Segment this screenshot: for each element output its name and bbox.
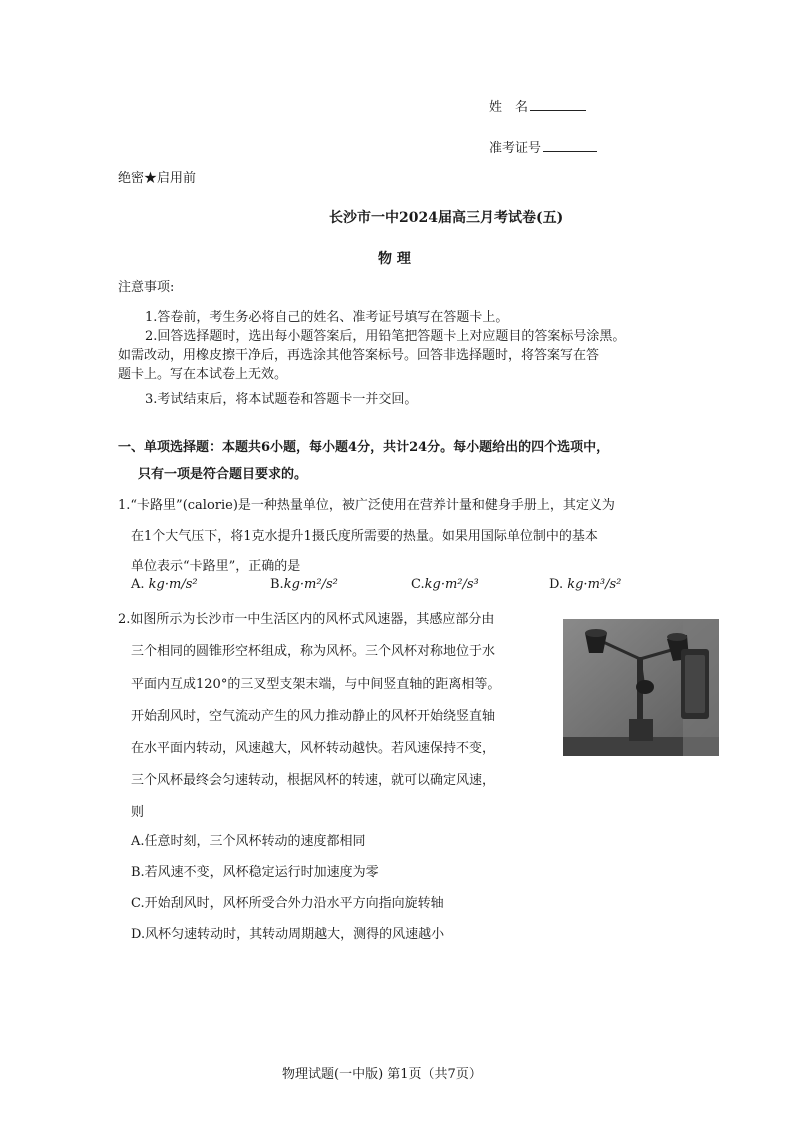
page-footer: 物理试题(一中版) 第1页（共7页） <box>282 1067 482 1082</box>
q1-option-b <box>270 577 338 592</box>
q1-option-d-expr: kg·m³/s² <box>567 577 622 592</box>
subject-title: 物 理 <box>378 251 411 267</box>
q2-option-a: A.任意时刻，三个风杯转动的速度都相同 <box>131 834 366 849</box>
notice-item-1: 1.答卷前，考生务必将自己的姓名、准考证号填写在答题卡上。 <box>145 310 509 325</box>
q1-option-c-expr: kg·m²/s³ <box>424 577 479 592</box>
notice-item-3: 3.考试结束后，将本试题卷和答题卡一并交回。 <box>145 392 418 407</box>
notice-heading: 注意事项: <box>118 280 175 295</box>
id-field <box>489 137 597 156</box>
name-label: 姓 名 <box>489 100 529 115</box>
q1-line-2: 在1个大气压下，将1克水提升1摄氏度所需要的热量。如果用国际单位制中的基本 <box>131 529 598 544</box>
q2-line-1: 2.如图所示为长沙市一中生活区内的风杯式风速器，其感应部分由 <box>118 612 495 627</box>
q2-line-4: 开始刮风时，空气流动产生的风力推动静止的风杯开始绕竖直轴 <box>131 709 496 724</box>
notice-item-2-cont: 如需改动，用橡皮擦干净后，再选涂其他答案标号。回答非选择题时，将答案写在答 <box>118 348 600 363</box>
q1-line-3: 单位表示“卡路里”，正确的是 <box>131 559 301 574</box>
id-label: 准考证号 <box>489 141 542 156</box>
q2-line-7: 则 <box>131 805 145 820</box>
name-field <box>489 96 586 115</box>
q2-option-d: D.风杯匀速转动时，其转动周期越大，测得的风速越小 <box>131 927 445 942</box>
q2-line-5: 在水平面内转动，风速越大，风杯转动越快。若风速保持不变， <box>131 741 496 756</box>
section-heading: 一、单项选择题：本题共6小题，每小题4分，共计24分。每小题给出的四个选项中， <box>118 440 610 455</box>
secret-mark: 绝密★启用前 <box>118 171 197 186</box>
page-title: 长沙市一中2024届高三月考试卷(五) <box>329 210 564 226</box>
q1-option-a-letter: A. <box>131 577 145 592</box>
q1-option-b-letter: B. <box>270 577 284 592</box>
q1-option-d <box>549 577 621 592</box>
q1-option-b-expr: kg·m²/s² <box>283 577 338 592</box>
anemometer-drawing <box>563 619 719 756</box>
id-blank <box>543 139 597 152</box>
q1-option-c <box>411 577 479 592</box>
q2-line-2: 三个相同的圆锥形空杯组成，称为风杯。三个风杯对称地位于水 <box>131 644 496 659</box>
q1-option-c-letter: C. <box>411 577 425 592</box>
q1-option-a-expr: kg·m/s² <box>148 577 198 592</box>
q2-option-b: B.若风速不变，风杯稳定运行时加速度为零 <box>131 865 379 880</box>
q1-option-d-letter: D. <box>549 577 564 592</box>
q1-line-1: 1.“卡路里”(calorie)是一种热量单位，被广泛使用在营养计量和健身手册上，其定义为 <box>118 498 615 513</box>
q2-line-6: 三个风杯最终会匀速转动，根据风杯的转速，就可以确定风速， <box>131 773 496 788</box>
q2-option-c: C.开始刮风时，风杯所受合外力沿水平方向指向旋转轴 <box>131 896 444 911</box>
q2-line-3: 平面内互成120°的三叉型支架末端，与中间竖直轴的距离相等。 <box>131 677 501 692</box>
notice-item-2-cont2: 题卡上。写在本试卷上无效。 <box>118 367 288 382</box>
name-blank <box>530 98 586 111</box>
anemometer-photo <box>563 619 719 756</box>
q1-option-a <box>131 577 198 592</box>
section-heading-cont: 只有一项是符合题目要求的。 <box>138 467 308 482</box>
notice-item-2: 2.回答选择题时，选出每小题答案后，用铅笔把答题卡上对应题目的答案标号涂黑。 <box>145 329 626 344</box>
